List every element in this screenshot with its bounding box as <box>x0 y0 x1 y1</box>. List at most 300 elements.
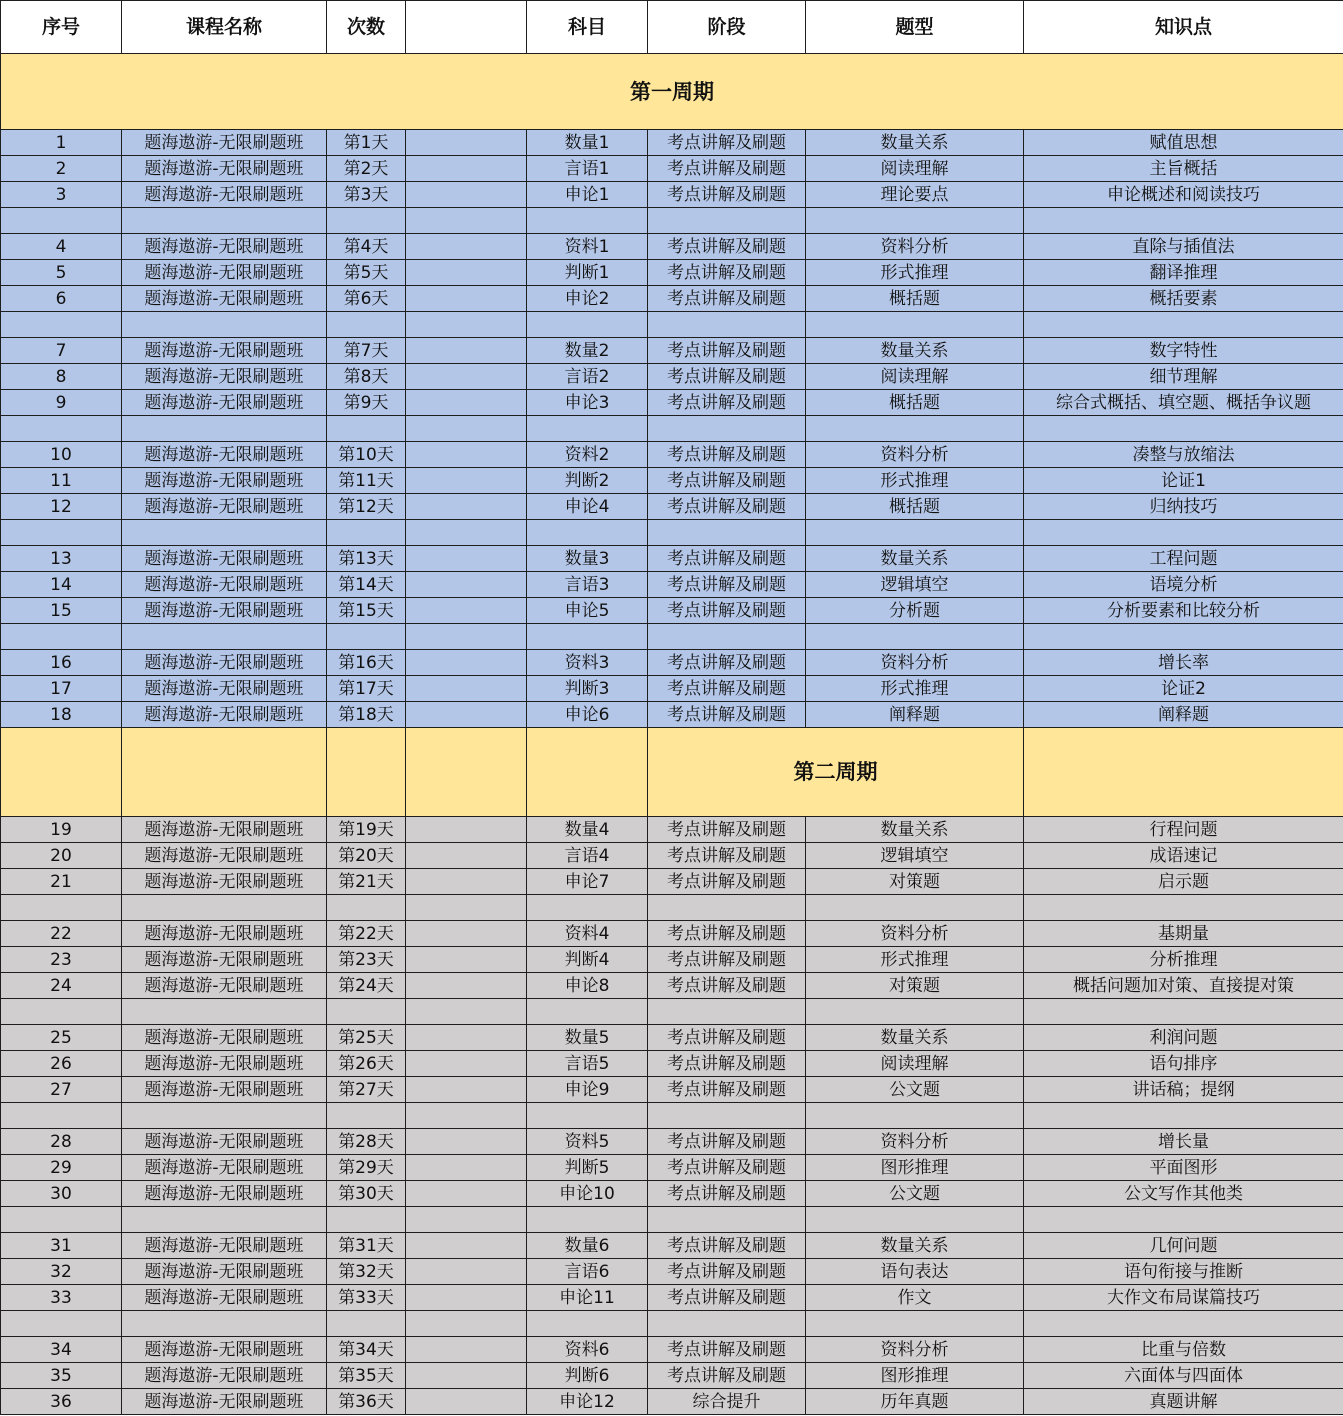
cell-point <box>1024 312 1343 338</box>
cell-times <box>327 416 406 442</box>
table-row <box>1 1259 1343 1285</box>
cell-subject: 言语3 <box>527 572 648 598</box>
cell-stage: 考点讲解及刷题 <box>648 1129 806 1155</box>
table-row <box>1 1077 1343 1103</box>
cell-stage <box>648 208 806 234</box>
cell-no: 26 <box>1 1051 122 1077</box>
table-row <box>1 1233 1343 1259</box>
table-row <box>1 468 1343 494</box>
cell-type: 作文 <box>806 1285 1024 1311</box>
cell-blank <box>406 182 527 208</box>
cell-point <box>1024 624 1343 650</box>
cell-times: 第13天 <box>327 546 406 572</box>
cell-no <box>1 624 122 650</box>
cell-no: 18 <box>1 702 122 728</box>
cell-blank <box>406 1363 527 1389</box>
cell-subject: 言语2 <box>527 364 648 390</box>
cell-no: 5 <box>1 260 122 286</box>
cell-times: 第3天 <box>327 182 406 208</box>
cell-subject: 判断5 <box>527 1155 648 1181</box>
cell-stage: 考点讲解及刷题 <box>648 182 806 208</box>
cell-course: 题海遨游-无限刷题班 <box>122 338 327 364</box>
cell-point: 真题讲解 <box>1024 1389 1343 1415</box>
cell-type: 对策题 <box>806 973 1024 999</box>
cell-point: 语句排序 <box>1024 1051 1343 1077</box>
cell-type: 图形推理 <box>806 1363 1024 1389</box>
cell-course: 题海遨游-无限刷题班 <box>122 843 327 869</box>
table-row <box>1 921 1343 947</box>
cell-no <box>1 312 122 338</box>
cell-course: 题海遨游-无限刷题班 <box>122 1337 327 1363</box>
cell-type: 资料分析 <box>806 650 1024 676</box>
cell-stage <box>648 312 806 338</box>
table-row <box>1 390 1343 416</box>
cell-blank <box>406 1155 527 1181</box>
cell-subject: 资料6 <box>527 1337 648 1363</box>
spacer-row <box>1 1311 1343 1337</box>
cell-no: 28 <box>1 1129 122 1155</box>
cell-type: 公文题 <box>806 1077 1024 1103</box>
cell-type: 概括题 <box>806 494 1024 520</box>
cell-blank <box>406 260 527 286</box>
spacer-row <box>1 520 1343 546</box>
cell-times: 第29天 <box>327 1155 406 1181</box>
cell-type: 语句表达 <box>806 1259 1024 1285</box>
cell-course: 题海遨游-无限刷题班 <box>122 546 327 572</box>
cell-subject: 申论4 <box>527 494 648 520</box>
cell-type: 对策题 <box>806 869 1024 895</box>
cell-times: 第32天 <box>327 1259 406 1285</box>
cell-subject <box>527 895 648 921</box>
cell-subject: 言语1 <box>527 156 648 182</box>
cell-subject: 判断2 <box>527 468 648 494</box>
cell-subject: 言语6 <box>527 1259 648 1285</box>
cell-blank <box>406 468 527 494</box>
column-header: 阶段 <box>648 1 806 54</box>
cell-times: 第28天 <box>327 1129 406 1155</box>
cell-no <box>1 416 122 442</box>
table-row <box>1 286 1343 312</box>
cell-blank <box>406 598 527 624</box>
table-row <box>1 1337 1343 1363</box>
cell-blank <box>406 895 527 921</box>
cell-point: 语境分析 <box>1024 572 1343 598</box>
cell-stage: 考点讲解及刷题 <box>648 156 806 182</box>
cell-point <box>1024 1311 1343 1337</box>
cell-blank <box>406 208 527 234</box>
spacer-row <box>1 1207 1343 1233</box>
table-row <box>1 702 1343 728</box>
cell-type <box>806 416 1024 442</box>
table-row <box>1 869 1343 895</box>
cell-stage: 考点讲解及刷题 <box>648 338 806 364</box>
cell-no: 9 <box>1 390 122 416</box>
cell-type: 数量关系 <box>806 1233 1024 1259</box>
cell-stage: 考点讲解及刷题 <box>648 1025 806 1051</box>
cell-subject: 言语4 <box>527 843 648 869</box>
column-header: 课程名称 <box>122 1 327 54</box>
cell-type: 阅读理解 <box>806 1051 1024 1077</box>
table-row <box>1 494 1343 520</box>
cell-point <box>1024 895 1343 921</box>
cell-no: 2 <box>1 156 122 182</box>
cell-no: 30 <box>1 1181 122 1207</box>
cell-course: 题海遨游-无限刷题班 <box>122 1233 327 1259</box>
table-row <box>1 817 1343 843</box>
cell-stage: 考点讲解及刷题 <box>648 973 806 999</box>
cell-stage: 考点讲解及刷题 <box>648 130 806 156</box>
column-header: 科目 <box>527 1 648 54</box>
table-row <box>1 1051 1343 1077</box>
cell-type: 概括题 <box>806 390 1024 416</box>
cell-point: 归纳技巧 <box>1024 494 1343 520</box>
cell-no: 23 <box>1 947 122 973</box>
cell-times: 第10天 <box>327 442 406 468</box>
cell-type: 阐释题 <box>806 702 1024 728</box>
cell-no: 33 <box>1 1285 122 1311</box>
cell-times: 第18天 <box>327 702 406 728</box>
cell-course <box>122 895 327 921</box>
cell-type: 资料分析 <box>806 921 1024 947</box>
cell-course: 题海遨游-无限刷题班 <box>122 817 327 843</box>
cell-times: 第26天 <box>327 1051 406 1077</box>
cell-blank <box>406 520 527 546</box>
cell-stage: 考点讲解及刷题 <box>648 234 806 260</box>
table-row <box>1 182 1343 208</box>
cell-course: 题海遨游-无限刷题班 <box>122 650 327 676</box>
cell-subject: 数量4 <box>527 817 648 843</box>
cell-blank <box>406 338 527 364</box>
cell-times: 第15天 <box>327 598 406 624</box>
cell-course: 题海遨游-无限刷题班 <box>122 1363 327 1389</box>
cell-blank <box>406 312 527 338</box>
spacer-row <box>1 895 1343 921</box>
cell-times <box>327 1103 406 1129</box>
cell-times <box>327 624 406 650</box>
week2-header-row <box>1 728 1343 817</box>
table-row <box>1 130 1343 156</box>
week2-cell <box>327 728 406 817</box>
cell-subject: 申论11 <box>527 1285 648 1311</box>
cell-blank <box>406 546 527 572</box>
cell-course <box>122 208 327 234</box>
cell-type: 形式推理 <box>806 947 1024 973</box>
cell-subject <box>527 208 648 234</box>
cell-subject <box>527 1207 648 1233</box>
cell-subject: 判断6 <box>527 1363 648 1389</box>
cell-blank <box>406 624 527 650</box>
cell-times: 第27天 <box>327 1077 406 1103</box>
cell-times: 第9天 <box>327 390 406 416</box>
cell-type: 分析题 <box>806 598 1024 624</box>
cell-times: 第31天 <box>327 1233 406 1259</box>
cell-type: 公文题 <box>806 1181 1024 1207</box>
cell-no <box>1 520 122 546</box>
table-row <box>1 843 1343 869</box>
cell-type: 理论要点 <box>806 182 1024 208</box>
cell-no: 20 <box>1 843 122 869</box>
cell-type <box>806 895 1024 921</box>
cell-type <box>806 312 1024 338</box>
cell-subject <box>527 1311 648 1337</box>
cell-course: 题海遨游-无限刷题班 <box>122 364 327 390</box>
cell-type: 概括题 <box>806 286 1024 312</box>
cell-course: 题海遨游-无限刷题班 <box>122 973 327 999</box>
cell-no: 14 <box>1 572 122 598</box>
cell-no: 25 <box>1 1025 122 1051</box>
table-row <box>1 676 1343 702</box>
table-header <box>1 1 1343 54</box>
cell-subject <box>527 999 648 1025</box>
cell-stage: 考点讲解及刷题 <box>648 1155 806 1181</box>
column-header: 知识点 <box>1024 1 1343 54</box>
week2-cell <box>406 728 527 817</box>
cell-blank <box>406 1389 527 1415</box>
cell-point: 启示题 <box>1024 869 1343 895</box>
cell-subject: 资料5 <box>527 1129 648 1155</box>
cell-times: 第24天 <box>327 973 406 999</box>
cell-no: 29 <box>1 1155 122 1181</box>
cell-type: 资料分析 <box>806 1129 1024 1155</box>
cell-course: 题海遨游-无限刷题班 <box>122 156 327 182</box>
cell-times <box>327 312 406 338</box>
cell-stage: 考点讲解及刷题 <box>648 843 806 869</box>
cell-point: 论证1 <box>1024 468 1343 494</box>
cell-type: 数量关系 <box>806 130 1024 156</box>
cell-stage: 考点讲解及刷题 <box>648 1363 806 1389</box>
cell-blank <box>406 1129 527 1155</box>
cell-subject: 资料2 <box>527 442 648 468</box>
cell-stage <box>648 520 806 546</box>
cell-subject <box>527 416 648 442</box>
week2-label: 第二周期 <box>648 728 1024 817</box>
cell-type <box>806 520 1024 546</box>
cell-course: 题海遨游-无限刷题班 <box>122 390 327 416</box>
cell-times: 第1天 <box>327 130 406 156</box>
cell-type: 形式推理 <box>806 676 1024 702</box>
cell-blank <box>406 1233 527 1259</box>
cell-type: 数量关系 <box>806 817 1024 843</box>
cell-times: 第14天 <box>327 572 406 598</box>
cell-stage <box>648 999 806 1025</box>
cell-type <box>806 208 1024 234</box>
table-row <box>1 1285 1343 1311</box>
week2-cell <box>1024 728 1343 817</box>
cell-course <box>122 1311 327 1337</box>
cell-type: 逻辑填空 <box>806 572 1024 598</box>
cell-course: 题海遨游-无限刷题班 <box>122 869 327 895</box>
cell-no: 4 <box>1 234 122 260</box>
table-row <box>1 338 1343 364</box>
cell-stage <box>648 416 806 442</box>
cell-point: 分析推理 <box>1024 947 1343 973</box>
cell-point <box>1024 416 1343 442</box>
cell-no: 17 <box>1 676 122 702</box>
cell-point: 六面体与四面体 <box>1024 1363 1343 1389</box>
cell-point: 比重与倍数 <box>1024 1337 1343 1363</box>
cell-subject: 资料3 <box>527 650 648 676</box>
cell-stage: 考点讲解及刷题 <box>648 817 806 843</box>
cell-times: 第25天 <box>327 1025 406 1051</box>
cell-blank <box>406 156 527 182</box>
cell-blank <box>406 650 527 676</box>
table-row <box>1 364 1343 390</box>
cell-times: 第30天 <box>327 1181 406 1207</box>
table-row <box>1 650 1343 676</box>
cell-no: 32 <box>1 1259 122 1285</box>
cell-point: 主旨概括 <box>1024 156 1343 182</box>
cell-blank <box>406 999 527 1025</box>
cell-point: 赋值思想 <box>1024 130 1343 156</box>
cell-type: 资料分析 <box>806 1337 1024 1363</box>
cell-no: 34 <box>1 1337 122 1363</box>
table-row <box>1 546 1343 572</box>
cell-subject: 数量2 <box>527 338 648 364</box>
cell-times: 第4天 <box>327 234 406 260</box>
cell-blank <box>406 843 527 869</box>
cell-subject: 资料1 <box>527 234 648 260</box>
cell-blank <box>406 286 527 312</box>
cell-subject: 申论2 <box>527 286 648 312</box>
table-row <box>1 947 1343 973</box>
cell-course: 题海遨游-无限刷题班 <box>122 1285 327 1311</box>
cell-point <box>1024 1103 1343 1129</box>
cell-stage: 考点讲解及刷题 <box>648 468 806 494</box>
cell-blank <box>406 947 527 973</box>
cell-type: 资料分析 <box>806 234 1024 260</box>
cell-times: 第34天 <box>327 1337 406 1363</box>
cell-course: 题海遨游-无限刷题班 <box>122 572 327 598</box>
cell-course: 题海遨游-无限刷题班 <box>122 286 327 312</box>
cell-subject: 判断1 <box>527 260 648 286</box>
spacer-row <box>1 624 1343 650</box>
cell-course <box>122 416 327 442</box>
cell-course: 题海遨游-无限刷题班 <box>122 1259 327 1285</box>
cell-course <box>122 520 327 546</box>
cell-blank <box>406 494 527 520</box>
header-row <box>1 1 1343 54</box>
cell-times: 第23天 <box>327 947 406 973</box>
table-row <box>1 234 1343 260</box>
week2-cell <box>122 728 327 817</box>
cell-times: 第35天 <box>327 1363 406 1389</box>
cell-stage <box>648 624 806 650</box>
table-row <box>1 572 1343 598</box>
spacer-row <box>1 999 1343 1025</box>
cell-no <box>1 208 122 234</box>
cell-point: 阐释题 <box>1024 702 1343 728</box>
cell-blank <box>406 416 527 442</box>
cell-point <box>1024 208 1343 234</box>
cell-point: 平面图形 <box>1024 1155 1343 1181</box>
cell-blank <box>406 1337 527 1363</box>
cell-blank <box>406 1311 527 1337</box>
cell-times: 第12天 <box>327 494 406 520</box>
table-row <box>1 973 1343 999</box>
cell-course: 题海遨游-无限刷题班 <box>122 468 327 494</box>
cell-times: 第11天 <box>327 468 406 494</box>
cell-stage: 考点讲解及刷题 <box>648 364 806 390</box>
cell-times <box>327 1311 406 1337</box>
cell-blank <box>406 364 527 390</box>
cell-point: 概括要素 <box>1024 286 1343 312</box>
cell-type <box>806 1207 1024 1233</box>
cell-no: 7 <box>1 338 122 364</box>
cell-subject: 申论7 <box>527 869 648 895</box>
cell-stage: 考点讲解及刷题 <box>648 1285 806 1311</box>
cell-subject: 申论10 <box>527 1181 648 1207</box>
cell-course: 题海遨游-无限刷题班 <box>122 260 327 286</box>
table-body <box>1 54 1343 1415</box>
cell-no: 19 <box>1 817 122 843</box>
cell-type: 逻辑填空 <box>806 843 1024 869</box>
cell-times: 第22天 <box>327 921 406 947</box>
table-row <box>1 260 1343 286</box>
cell-stage: 考点讲解及刷题 <box>648 546 806 572</box>
cell-course: 题海遨游-无限刷题班 <box>122 921 327 947</box>
cell-no: 1 <box>1 130 122 156</box>
cell-blank <box>406 676 527 702</box>
cell-no: 3 <box>1 182 122 208</box>
cell-no: 36 <box>1 1389 122 1415</box>
cell-times: 第17天 <box>327 676 406 702</box>
cell-stage: 考点讲解及刷题 <box>648 598 806 624</box>
cell-blank <box>406 130 527 156</box>
cell-point: 语句衔接与推断 <box>1024 1259 1343 1285</box>
cell-stage: 考点讲解及刷题 <box>648 676 806 702</box>
cell-type: 历年真题 <box>806 1389 1024 1415</box>
cell-blank <box>406 1259 527 1285</box>
cell-course: 题海遨游-无限刷题班 <box>122 1051 327 1077</box>
spacer-row <box>1 208 1343 234</box>
cell-times: 第19天 <box>327 817 406 843</box>
cell-subject: 申论1 <box>527 182 648 208</box>
cell-subject: 数量1 <box>527 130 648 156</box>
spacer-row <box>1 312 1343 338</box>
cell-stage <box>648 1103 806 1129</box>
cell-subject: 判断3 <box>527 676 648 702</box>
cell-point: 综合式概括、填空题、概括争议题 <box>1024 390 1343 416</box>
cell-type: 形式推理 <box>806 468 1024 494</box>
cell-course: 题海遨游-无限刷题班 <box>122 1155 327 1181</box>
cell-point: 利润问题 <box>1024 1025 1343 1051</box>
cell-subject: 数量3 <box>527 546 648 572</box>
cell-stage: 考点讲解及刷题 <box>648 286 806 312</box>
cell-subject: 判断4 <box>527 947 648 973</box>
cell-no <box>1 1103 122 1129</box>
cell-course: 题海遨游-无限刷题班 <box>122 130 327 156</box>
cell-point: 数字特性 <box>1024 338 1343 364</box>
cell-blank <box>406 1103 527 1129</box>
cell-point: 细节理解 <box>1024 364 1343 390</box>
cell-point: 增长量 <box>1024 1129 1343 1155</box>
cell-subject: 数量6 <box>527 1233 648 1259</box>
cell-point: 行程问题 <box>1024 817 1343 843</box>
cell-no: 24 <box>1 973 122 999</box>
cell-no: 10 <box>1 442 122 468</box>
cell-stage <box>648 1207 806 1233</box>
cell-point: 大作文布局谋篇技巧 <box>1024 1285 1343 1311</box>
cell-point: 概括问题加对策、直接提对策 <box>1024 973 1343 999</box>
cell-stage: 考点讲解及刷题 <box>648 390 806 416</box>
cell-point: 工程问题 <box>1024 546 1343 572</box>
table-row <box>1 156 1343 182</box>
cell-course: 题海遨游-无限刷题班 <box>122 947 327 973</box>
week1-header-row <box>1 54 1343 130</box>
cell-blank <box>406 390 527 416</box>
cell-course: 题海遨游-无限刷题班 <box>122 1077 327 1103</box>
cell-subject: 申论12 <box>527 1389 648 1415</box>
